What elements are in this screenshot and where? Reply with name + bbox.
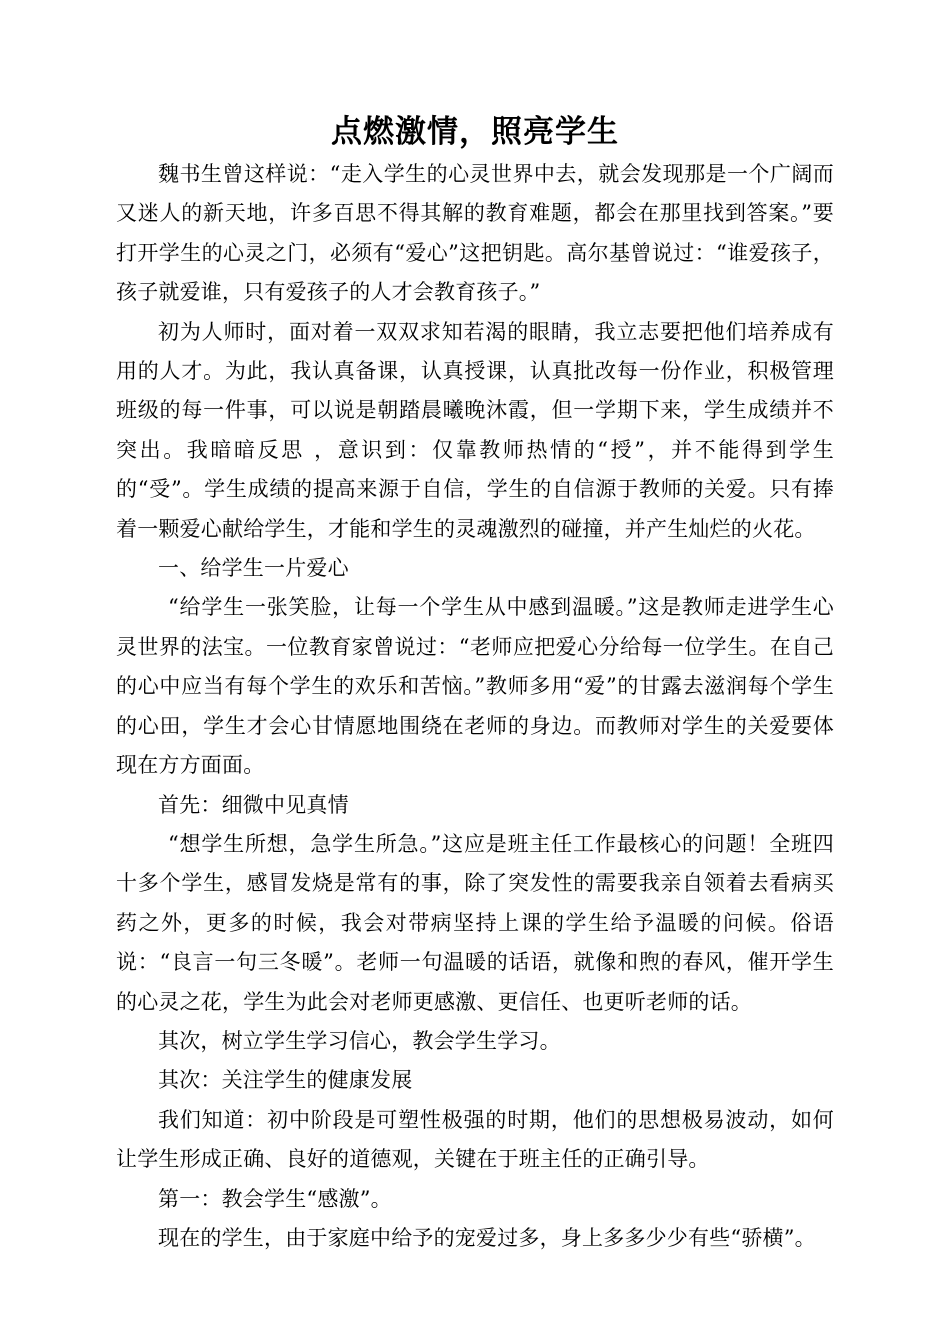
- document-title: 点燃激情，照亮学生: [331, 114, 619, 150]
- paragraph-smile: “给学生一张笑脸，让每一个学生从中感到温暖。”这是教师走进学生心灵世界的法宝。一位教育家曾说过：“老师应把爱心分给每一位学生。在自己的心中应当有每个学生的欢乐和苦恼。”教师多用“爱”的甘露去滋润每个学生的心田，学生才会心甘情愿地围绕在老师的身边。而教师对学生的关爱要体现在方方面面。: [116, 595, 834, 778]
- paragraph-reflection: 初为人师时，面对着一双双求知若渴的眼睛，我立志要把他们培养成有用的人才。为此，我认真备课，认真授课，认真批改每一份作业，积极管理班级的每一件事，可以说是朝踏晨曦晚沐霞，但一学期下来，学生成绩并不突出。我暗暗反思 ，意识到：仅靠教师热情的“授”，并不能得到学生的“受”。学生成绩的提高来源于自信，学生的自信源于教师的关爱。只有捧着一颗爱心献给学生，才能和学生的灵魂激烈的碰撞，并产生灿烂的火花。: [116, 319, 834, 541]
- subheading-gratitude: 第一：教会学生“感激”。: [158, 1186, 392, 1211]
- section-heading-love: 一、给学生一片爱心: [158, 556, 349, 581]
- paragraph-moral: 我们知道：初中阶段是可塑性极强的时期，他们的思想极易波动，如何让学生形成正确、良好的道德观，关键在于班主任的正确引导。: [116, 1107, 834, 1172]
- subheading-second-b: 其次：关注学生的健康发展: [158, 1068, 413, 1093]
- paragraph-intro: 魏书生曾这样说：“走入学生的心灵世界中去，就会发现那是一个广阔而又迷人的新天地，许多百思不得其解的教育难题，都会在那里找到答案。”要打开学生的心灵之门，必须有“爱心”这把钥匙。高尔基曾说过：“谁爱孩子，孩子就爱谁，只有爱孩子的人才会教育孩子。”: [116, 162, 834, 305]
- subheading-second-a: 其次，树立学生学习信心，教会学生学习。: [158, 1028, 561, 1053]
- document-body: [116, 155, 834, 1258]
- paragraph-care: “想学生所想，急学生所急。”这应是班主任工作最核心的问题！全班四十多个学生，感冒发烧是常有的事，除了突发性的需要我亲自领着去看病买药之外，更多的时候，我会对带病坚持上课的学生给予温暖的问候。俗语说：“良言一句三冬暖”。老师一句温暖的话语，就像和煦的春风，催开学生的心灵之花，学生为此会对老师更感激、更信任、也更听老师的话。: [116, 831, 834, 1014]
- subheading-first: 首先：细微中见真情: [158, 792, 349, 817]
- paragraph-current-students: 现在的学生，由于家庭中给予的宠爱过多，身上多多少少有些“骄横”。: [158, 1225, 816, 1250]
